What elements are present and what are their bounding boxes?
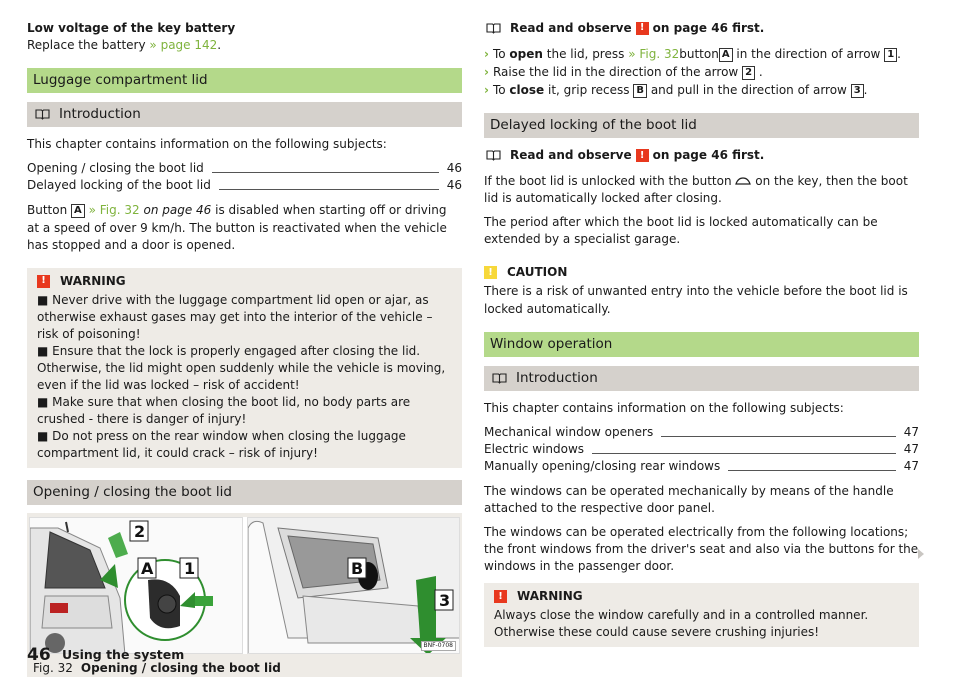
battery-text: Replace the battery » page 142. bbox=[27, 38, 222, 53]
toc-item[interactable]: Opening / closing the boot lid 46 bbox=[27, 161, 462, 176]
section-title-luggage: Luggage compartment lid bbox=[27, 68, 462, 93]
right-column bbox=[484, 20, 919, 659]
read-observe-note: Read and observe ! on page 46 first. bbox=[484, 147, 919, 164]
warning-icon: ! bbox=[37, 275, 50, 288]
intro-text: This chapter contains information on the following subjects: bbox=[484, 400, 844, 415]
toc-list-right bbox=[484, 424, 919, 475]
book-icon bbox=[486, 150, 501, 161]
left-column bbox=[27, 20, 462, 677]
fig-32-link[interactable]: » Fig. 32 bbox=[628, 47, 680, 62]
step-arrow-icon: › bbox=[484, 47, 489, 62]
section-title-window: Window operation bbox=[484, 332, 919, 357]
button-paragraph: Button A » Fig. 32 on page 46 is disabled when starting off or driving at a speed of over 9 km/h. The button is reactivated when the vehicle has stopped and a door is opened. bbox=[27, 203, 447, 252]
delayed-paragraph-2: The period after which the boot lid is locked automatically can be extended by a specialist garage. bbox=[484, 215, 878, 247]
toc-item[interactable]: Manually opening/closing rear windows 47 bbox=[484, 458, 919, 473]
delayed-paragraph-1: If the boot lid is unlocked with the button on the key, then the boot lid is automatically locked after closing. bbox=[484, 174, 908, 206]
toc-list-left bbox=[27, 160, 462, 194]
warning-icon: ! bbox=[636, 149, 649, 162]
warning-icon: ! bbox=[636, 22, 649, 35]
delayed-locking-title: Delayed locking of the boot lid bbox=[484, 113, 919, 138]
arrow-3-label: 3 bbox=[851, 84, 864, 98]
figure-label-3: 3 bbox=[438, 591, 450, 611]
step-close: › To close it, grip recess B and pull in the direction of arrow 3 . bbox=[484, 82, 919, 99]
key-a-label: A bbox=[719, 48, 733, 62]
window-paragraph-1: The windows can be operated mechanically by means of the handle attached to the respective door panel. bbox=[484, 483, 894, 515]
boot-open-illustration bbox=[248, 518, 461, 654]
key-a-label: A bbox=[71, 204, 85, 218]
figure-code: BNF-0708 bbox=[421, 641, 457, 652]
intro-heading: Introduction bbox=[484, 366, 919, 391]
warning-item: ■ Ensure that the lock is properly engaged after closing the lid. Otherwise, the lid might open suddenly while the vehicle is moving, even if the lid was locked – risk of accident! bbox=[37, 343, 446, 392]
battery-title: Low voltage of the key battery bbox=[27, 21, 236, 35]
window-paragraph-2: The windows can be operated electrically from the following locations; the front windows from the driver's seat and also via the buttons for the windows in the passenger door. bbox=[484, 525, 919, 574]
figure-boot-open-image bbox=[247, 517, 461, 654]
warning-box-right bbox=[484, 583, 919, 647]
battery-page-link[interactable]: » page 142 bbox=[149, 38, 218, 53]
page-number: 46 bbox=[27, 645, 51, 665]
figure-label-a: A bbox=[141, 559, 154, 579]
warning-icon: ! bbox=[494, 590, 507, 603]
book-icon bbox=[35, 109, 50, 120]
step-arrow-icon: › bbox=[484, 65, 489, 80]
fig-32-link[interactable]: » Fig. 32 bbox=[88, 203, 140, 218]
caution-icon: ! bbox=[484, 266, 497, 279]
continue-arrow-icon bbox=[918, 549, 924, 559]
intro-text: This chapter contains information on the following subjects: bbox=[27, 137, 387, 152]
toc-item[interactable]: Electric windows 47 bbox=[484, 441, 919, 456]
warning-item: ■ Never drive with the luggage compartment lid open or ajar, as otherwise exhaust gases may get into the interior of the vehicle – risk of poisoning! bbox=[37, 292, 433, 341]
arrow-1-label: 1 bbox=[884, 48, 897, 62]
step-arrow-icon: › bbox=[484, 83, 489, 98]
figure-caption: Fig. 32 Opening / closing the boot lid bbox=[33, 661, 281, 676]
figure-label-2: 2 bbox=[134, 522, 146, 542]
caution-heading: ! CAUTION bbox=[484, 264, 919, 281]
figure-car-rear-image bbox=[29, 517, 243, 654]
read-observe-note: Read and observe ! on page 46 first. bbox=[484, 20, 919, 37]
warning-heading: ! WARNING bbox=[37, 273, 452, 290]
warning-text: Always close the window carefully and in a controlled manner. Otherwise these could cause severe crushing injuries! bbox=[494, 608, 869, 640]
subsection-title-opening: Opening / closing the boot lid bbox=[27, 480, 462, 505]
step-open: › To open the lid, press » Fig. 32button A in the direction of arrow 1 . bbox=[484, 46, 919, 63]
toc-item[interactable]: Mechanical window openers 47 bbox=[484, 424, 919, 439]
footer-title: Using the system bbox=[62, 647, 185, 662]
book-icon bbox=[492, 373, 507, 384]
step-raise: › Raise the lid in the direction of the arrow 2 . bbox=[484, 64, 919, 81]
warning-heading: ! WARNING bbox=[494, 588, 909, 605]
book-icon bbox=[486, 23, 501, 34]
key-b-label: B bbox=[633, 84, 647, 98]
boot-key-icon bbox=[735, 177, 751, 186]
figure-label-1: 1 bbox=[184, 559, 196, 579]
toc-item[interactable]: Delayed locking of the boot lid 46 bbox=[27, 178, 462, 193]
warning-item: ■ Make sure that when closing the boot lid, no body parts are crushed - there is danger of injury! bbox=[37, 394, 411, 426]
steps-list bbox=[484, 46, 919, 99]
car-rear-illustration bbox=[30, 518, 243, 654]
warning-box-left bbox=[27, 268, 462, 468]
warning-item: ■ Do not press on the rear window when closing the luggage compartment lid, it could crack – risk of injury! bbox=[37, 428, 406, 460]
arrow-2-label: 2 bbox=[742, 66, 755, 80]
caution-box bbox=[484, 264, 919, 317]
figure-label-b: B bbox=[350, 559, 363, 579]
caution-text: There is a risk of unwanted entry into the vehicle before the boot lid is locked automatically. bbox=[484, 284, 908, 316]
intro-heading: Introduction bbox=[27, 102, 462, 127]
